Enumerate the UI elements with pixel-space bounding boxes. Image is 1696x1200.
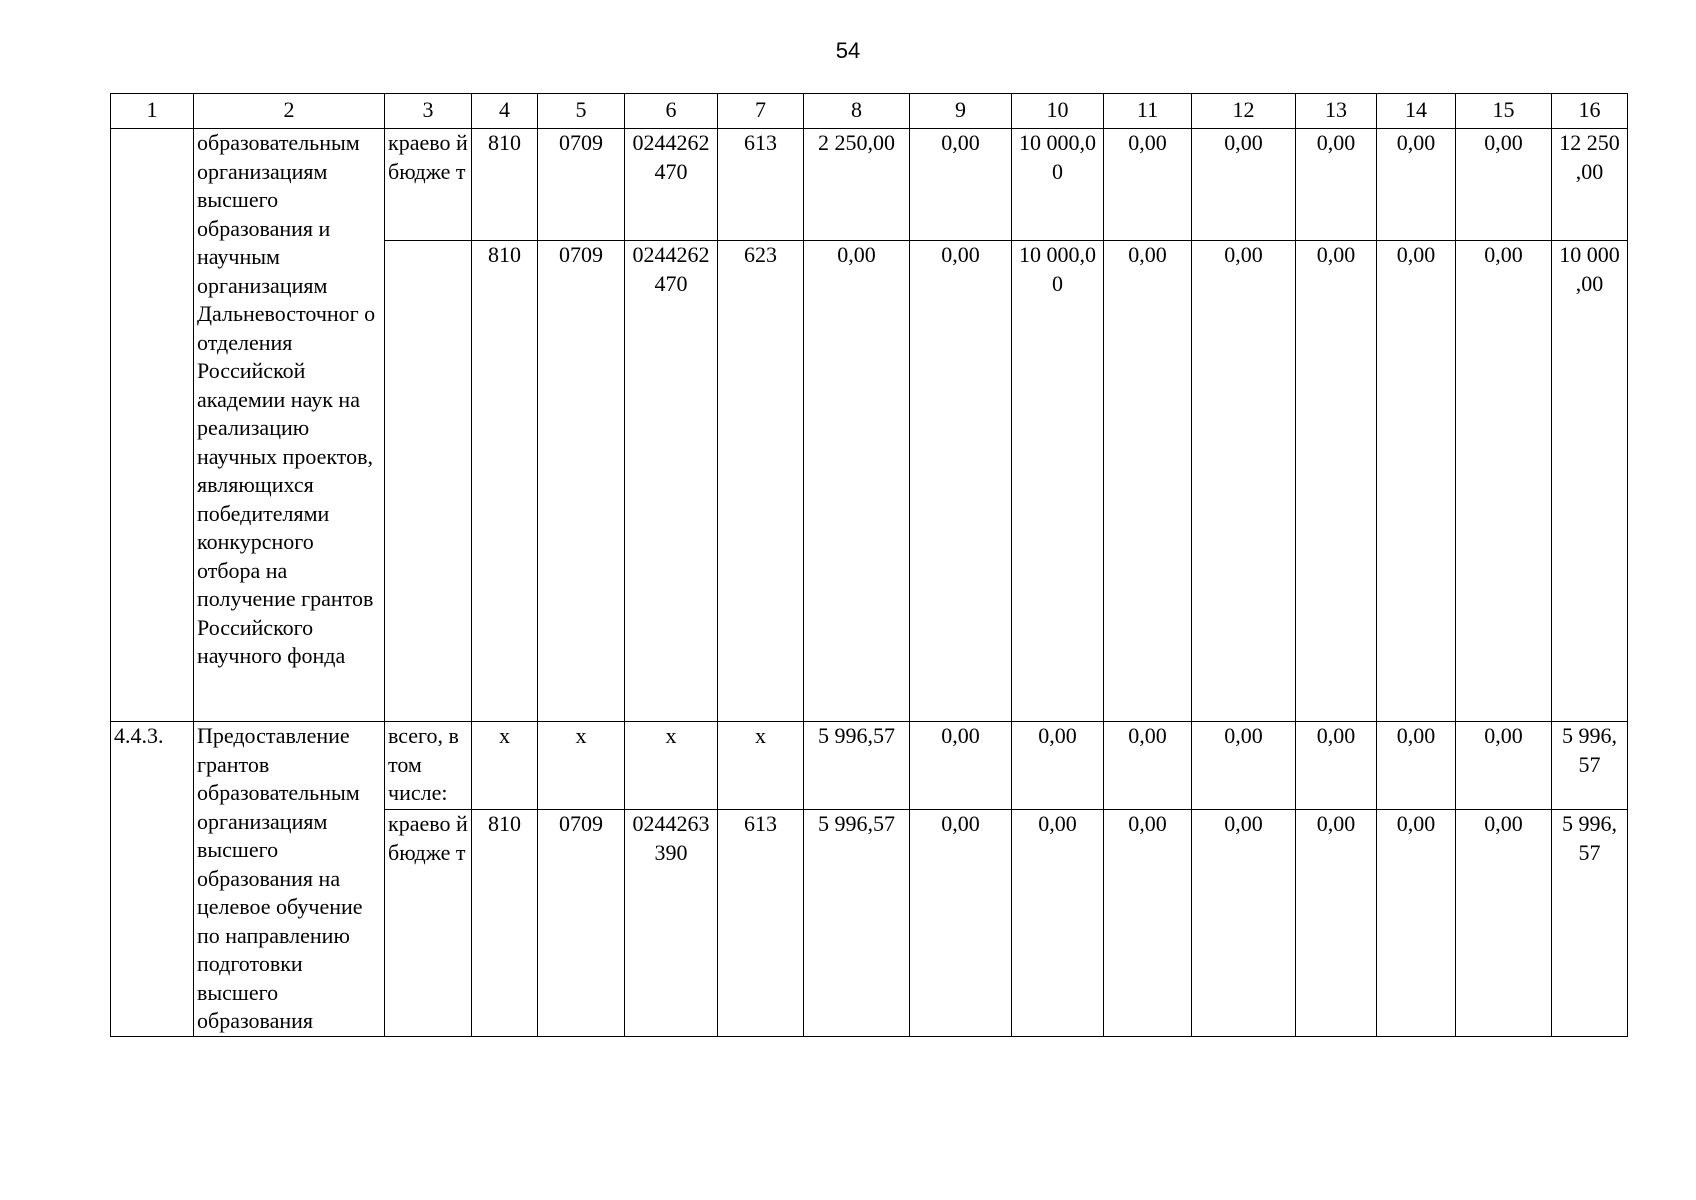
header-cell: 1: [111, 94, 194, 129]
header-cell: 11: [1104, 94, 1192, 129]
data-cell: 0709: [538, 241, 625, 722]
data-cell: 0,00: [1192, 241, 1296, 722]
header-cell: 7: [718, 94, 804, 129]
data-cell: 0,00: [1192, 129, 1296, 241]
data-cell: 0,00: [1377, 241, 1456, 722]
data-cell: 810: [472, 810, 538, 1036]
data-cell: 0,00: [1456, 129, 1552, 241]
data-cell: 0,00: [910, 810, 1012, 1036]
data-cell: 0,00: [1377, 810, 1456, 1036]
header-cell: 4: [472, 94, 538, 129]
header-cell: 10: [1012, 94, 1104, 129]
item-number-cell: 4.4.3.: [111, 722, 194, 1037]
data-cell: 613: [718, 810, 804, 1036]
data-cell: 12 250 ,00: [1552, 129, 1628, 241]
data-cell: 0,00: [910, 241, 1012, 722]
data-cell: 5 996,57: [804, 810, 910, 1036]
data-cell: x: [718, 722, 804, 810]
data-cell: 10 000 ,00: [1552, 241, 1628, 722]
data-cell: 0,00: [1377, 722, 1456, 810]
table-row: [111, 722, 1628, 810]
data-cell: 623: [718, 241, 804, 722]
source-cell: краево й бюдже т: [385, 810, 472, 1036]
source-cell: всего, в том числе:: [385, 722, 472, 810]
data-cell: 810: [472, 129, 538, 241]
header-cell: 16: [1552, 94, 1628, 129]
header-row: [111, 94, 1628, 129]
data-cell: 0,00: [1192, 810, 1296, 1036]
data-cell: 2 250,00: [804, 129, 910, 241]
data-cell: 0,00: [804, 241, 910, 722]
data-cell: 0,00: [1012, 810, 1104, 1036]
description-cell: Предоставление грантов образовательным организациям высшего образования на целевое обучение по направлению подготовки высшего образования: [194, 722, 385, 1037]
data-cell: 0244262 470: [625, 241, 718, 722]
data-cell: 0,00: [1296, 810, 1377, 1036]
data-cell: 0,00: [1296, 129, 1377, 241]
data-cell: 0244262 470: [625, 129, 718, 241]
description-cell: образовательным организациям высшего образования и научным организациям Дальневосточног о отделения Российской академии наук на реализацию научных проектов, являющихся победителями конкурсного отбора на получение грантов Российского научного фонда: [194, 129, 385, 722]
data-cell: 613: [718, 129, 804, 241]
data-cell: 0244263 390: [625, 810, 718, 1036]
data-cell: x: [625, 722, 718, 810]
data-cell: 10 000,0 0: [1012, 241, 1104, 722]
header-cell: 8: [804, 94, 910, 129]
header-cell: 15: [1456, 94, 1552, 129]
header-cell: 9: [910, 94, 1012, 129]
data-cell: x: [472, 722, 538, 810]
data-cell: 5 996, 57: [1552, 810, 1628, 1036]
data-cell: x: [538, 722, 625, 810]
data-cell: 10 000,0 0: [1012, 129, 1104, 241]
header-cell: 3: [385, 94, 472, 129]
data-cell: 810: [472, 241, 538, 722]
data-cell: 0,00: [1296, 241, 1377, 722]
item-number-cell: [111, 129, 194, 722]
page-number: 54: [835, 38, 861, 63]
source-cell: краево й бюдже т: [385, 129, 472, 241]
data-cell: 5 996, 57: [1552, 722, 1628, 810]
header-cell: 14: [1377, 94, 1456, 129]
data-cell: 0709: [538, 810, 625, 1036]
data-cell: 0,00: [1377, 129, 1456, 241]
table-row: [111, 129, 1628, 241]
data-cell: 0,00: [1012, 722, 1104, 810]
data-cell: 0,00: [910, 722, 1012, 810]
data-cell: 0,00: [1296, 722, 1377, 810]
header-cell: 2: [194, 94, 385, 129]
data-cell: 0,00: [1456, 241, 1552, 722]
data-cell: 0,00: [910, 129, 1012, 241]
data-cell: 0709: [538, 129, 625, 241]
header-cell: 13: [1296, 94, 1377, 129]
data-cell: 0,00: [1104, 722, 1192, 810]
data-cell: 0,00: [1456, 722, 1552, 810]
header-cell: 6: [625, 94, 718, 129]
data-cell: 0,00: [1104, 241, 1192, 722]
header-cell: 12: [1192, 94, 1296, 129]
data-cell: 0,00: [1104, 810, 1192, 1036]
data-cell: 0,00: [1192, 722, 1296, 810]
data-cell: 5 996,57: [804, 722, 910, 810]
source-cell: [385, 241, 472, 722]
data-cell: 0,00: [1104, 129, 1192, 241]
budget-table: [110, 93, 1628, 1037]
header-cell: 5: [538, 94, 625, 129]
data-cell: 0,00: [1456, 810, 1552, 1036]
